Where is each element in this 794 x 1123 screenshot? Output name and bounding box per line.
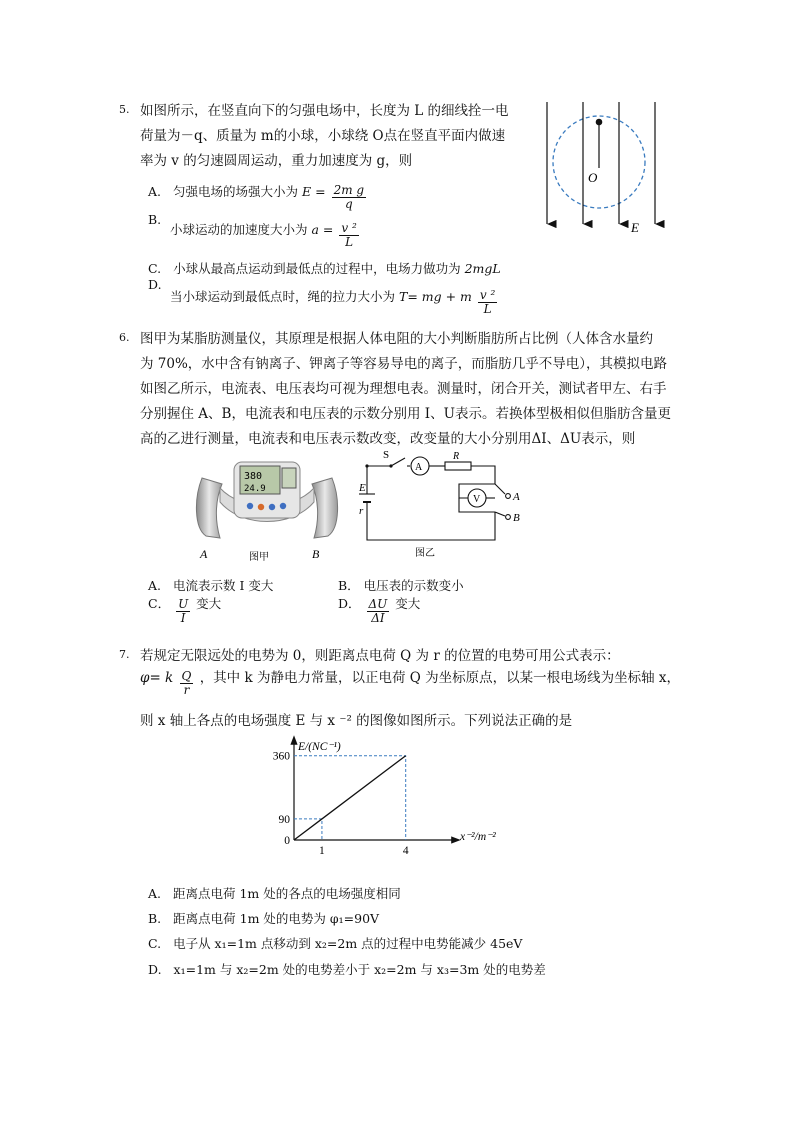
q6-option-a-label: A. bbox=[148, 578, 162, 593]
q7-line1: 若规定无限远处的电势为 0，则距离点电荷 Q 为 r 的位置的电势可用公式表示： bbox=[140, 648, 620, 664]
button-icon bbox=[280, 503, 286, 509]
q6-option-c-fraction bbox=[176, 598, 190, 624]
q6-option-b-text: 电压表的示数变小 bbox=[363, 578, 464, 593]
fraction-numerator: ΔU bbox=[368, 597, 388, 612]
caption-jia: 图甲 bbox=[249, 552, 269, 563]
q7-option-a-label: A. bbox=[148, 886, 162, 901]
q5-option-a-text: 匀强电场的场强大小为 bbox=[173, 184, 299, 199]
q5-option-a bbox=[148, 182, 368, 211]
q5-option-c-value: 2mgL bbox=[464, 261, 501, 276]
q7-formula-line bbox=[140, 666, 680, 697]
switch-blade bbox=[391, 458, 405, 466]
fat-meter-figure bbox=[192, 458, 342, 566]
fraction-numerator: v ² bbox=[479, 288, 496, 303]
q5-option-b-fraction bbox=[339, 222, 358, 248]
q6-option-d-label: D． bbox=[338, 596, 361, 611]
fraction-numerator: v ² bbox=[341, 221, 357, 236]
q7-option-a-text: 距离点电荷 1m 处的各点的电场强度相同 bbox=[173, 886, 401, 901]
q5-option-c-label: C. bbox=[148, 261, 162, 276]
q5-line2: 荷量为－q、质量为 m的小球，小球绕 O点在竖直平面内做速 bbox=[140, 128, 506, 144]
x-axis-label: x⁻²/m⁻² bbox=[460, 831, 496, 843]
q5-option-d-label: D. bbox=[148, 277, 162, 292]
origin-label: 0 bbox=[284, 835, 290, 847]
button-icon bbox=[247, 503, 253, 509]
q5-line3: 率为 v 的匀速圆周运动，重力加速度为 g，则 bbox=[140, 153, 413, 169]
q6-line2: 为 70%，水中含有钠离子、钾离子等容易导电的离子，而脂肪几乎不导电），其模拟电路 bbox=[140, 356, 668, 372]
q6-number: 6. bbox=[119, 331, 130, 344]
y-tick-label: 360 bbox=[272, 750, 290, 763]
fraction-numerator: U bbox=[178, 597, 189, 612]
circuit-figure bbox=[355, 448, 530, 560]
label-e-battery: E bbox=[359, 482, 366, 494]
q6-option-d bbox=[338, 594, 420, 625]
q5-line1: 如图所示，在竖直向下的匀强电场中，长度为 L 的细线拴一电 bbox=[140, 103, 509, 119]
left-handle bbox=[196, 478, 222, 538]
q7-line2: ，其中 k 为静电力常量，以正电荷 Q 为坐标原点，以某一根电场线为坐标轴 x， bbox=[199, 670, 681, 686]
q7-option-b bbox=[148, 909, 379, 927]
q7-formula-fraction bbox=[180, 670, 194, 696]
q5-option-d-text: 当小球运动到最低点时，绳的拉力大小为 bbox=[170, 289, 396, 304]
terminal-a bbox=[506, 494, 511, 499]
q6-option-c bbox=[148, 594, 221, 625]
label-e: E bbox=[631, 220, 639, 235]
label-s: S bbox=[383, 449, 390, 461]
q7-option-a bbox=[148, 884, 401, 902]
q7-option-c-label: C. bbox=[148, 936, 162, 951]
ammeter-label: A bbox=[415, 462, 423, 473]
q6-option-b-label: B． bbox=[338, 578, 360, 593]
button-icon bbox=[269, 504, 275, 510]
e-vs-x-chart bbox=[262, 736, 496, 858]
junction bbox=[389, 464, 392, 467]
y-tick-label: 90 bbox=[278, 813, 290, 826]
label-r-resistor: R bbox=[453, 451, 460, 462]
q6-option-d-fraction bbox=[367, 598, 390, 624]
ball bbox=[596, 119, 603, 126]
lcd-value-1: 380 bbox=[244, 471, 263, 482]
fraction-denominator: ΔI bbox=[371, 611, 385, 625]
x-tick-label: 1 bbox=[319, 845, 325, 857]
right-handle bbox=[312, 478, 338, 538]
junction bbox=[365, 464, 368, 467]
q7-number: 7. bbox=[119, 648, 130, 661]
wire bbox=[495, 512, 505, 516]
q5-option-a-label: A. bbox=[148, 184, 162, 199]
q6-option-a-text: 电流表示数 I 变大 bbox=[173, 578, 274, 593]
fraction-denominator: r bbox=[183, 683, 190, 697]
q7-line3: 则 x 轴上各点的电场强度 E 与 x ⁻² 的图像如图所示。下列说法正确的是 bbox=[140, 713, 573, 729]
lcd-value-2: 24.9 bbox=[244, 484, 266, 494]
label-r-internal: r bbox=[359, 505, 364, 517]
q5-option-b-lhs: a = bbox=[311, 222, 334, 237]
q5-option-a-lhs: E = bbox=[302, 184, 326, 199]
voltmeter-label: V bbox=[473, 494, 481, 505]
q6-line3: 如图乙所示，电流表、电压表均可视为理想电表。测量时，闭合开关，测试者甲左、右手 bbox=[140, 381, 667, 397]
fraction-denominator: L bbox=[483, 302, 492, 316]
wire bbox=[367, 512, 495, 540]
q5-option-b bbox=[170, 220, 361, 249]
resistor bbox=[445, 462, 471, 470]
fraction-numerator: 2m g bbox=[333, 183, 365, 198]
label-a: A bbox=[200, 547, 208, 561]
caption-yi: 图乙 bbox=[415, 548, 435, 559]
q5-option-b-text: 小球运动的加速度大小为 bbox=[170, 222, 308, 237]
q6-option-c-label: C． bbox=[148, 596, 171, 611]
q5-option-b-label: B. bbox=[148, 212, 162, 227]
q5-option-d-lhs: T= mg + m bbox=[399, 289, 472, 304]
fraction-denominator: q bbox=[344, 197, 353, 211]
label-o: O bbox=[588, 170, 598, 185]
q6-option-c-text: 变大 bbox=[196, 596, 222, 611]
q7-option-d-text: x₁=1m 与 x₂=2m 处的电势差小于 x₂=2m 与 x₃=3m 处的电势差 bbox=[173, 962, 546, 977]
q6-option-d-text: 变大 bbox=[395, 596, 421, 611]
q5-option-a-fraction bbox=[332, 184, 367, 210]
q5-option-d bbox=[170, 287, 499, 316]
q5-option-d-fraction bbox=[478, 289, 497, 315]
y-axis-label: E/(NC⁻¹) bbox=[298, 741, 341, 753]
label-b: B bbox=[312, 547, 320, 561]
q6-option-b bbox=[338, 576, 464, 594]
q7-option-b-text: 距离点电荷 1m 处的电势为 φ₁=90V bbox=[173, 911, 380, 926]
fraction-denominator: L bbox=[345, 235, 354, 249]
label-terminal-a: A bbox=[513, 491, 520, 503]
q7-option-d-label: D. bbox=[148, 962, 162, 977]
label-terminal-b: B bbox=[513, 512, 520, 524]
q7-option-c bbox=[148, 934, 522, 952]
fraction-denominator: I bbox=[180, 611, 186, 625]
q7-option-b-label: B. bbox=[148, 911, 162, 926]
series-line bbox=[294, 756, 406, 840]
q6-line1: 图甲为某脂肪测量仪，其原理是根据人体电阻的大小判断脂肪所占比例（人体含水量约 bbox=[140, 331, 653, 347]
q5-option-c bbox=[148, 259, 501, 277]
q6-option-a bbox=[148, 576, 273, 594]
q7-option-d bbox=[148, 960, 546, 978]
x-tick-label: 4 bbox=[402, 845, 409, 857]
q7-formula-lhs: φ= k bbox=[140, 670, 174, 686]
q5-number: 5. bbox=[119, 103, 130, 116]
q6-line5: 高的乙进行测量，电流表和电压表示数改变，改变量的大小分别用ΔI、ΔU表示，则 bbox=[140, 431, 636, 447]
q6-line4: 分别握住 A、B，电流表和电压表的示数分别用 I、U表示。若换体型极相似但脂肪含量更 bbox=[140, 406, 671, 422]
fraction-numerator: Q bbox=[181, 669, 192, 684]
q5-option-c-text: 小球从最高点运动到最低点的过程中，电场力做功为 bbox=[173, 261, 465, 276]
wire bbox=[471, 466, 495, 484]
q5-field-figure bbox=[535, 98, 665, 240]
terminal-b bbox=[506, 515, 511, 520]
q7-option-c-text: 电子从 x₁=1m 点移动到 x₂=2m 点的过程中电势能减少 45eV bbox=[173, 936, 523, 951]
button-icon bbox=[258, 504, 264, 510]
wire bbox=[495, 484, 505, 494]
lcd-side bbox=[282, 468, 296, 488]
